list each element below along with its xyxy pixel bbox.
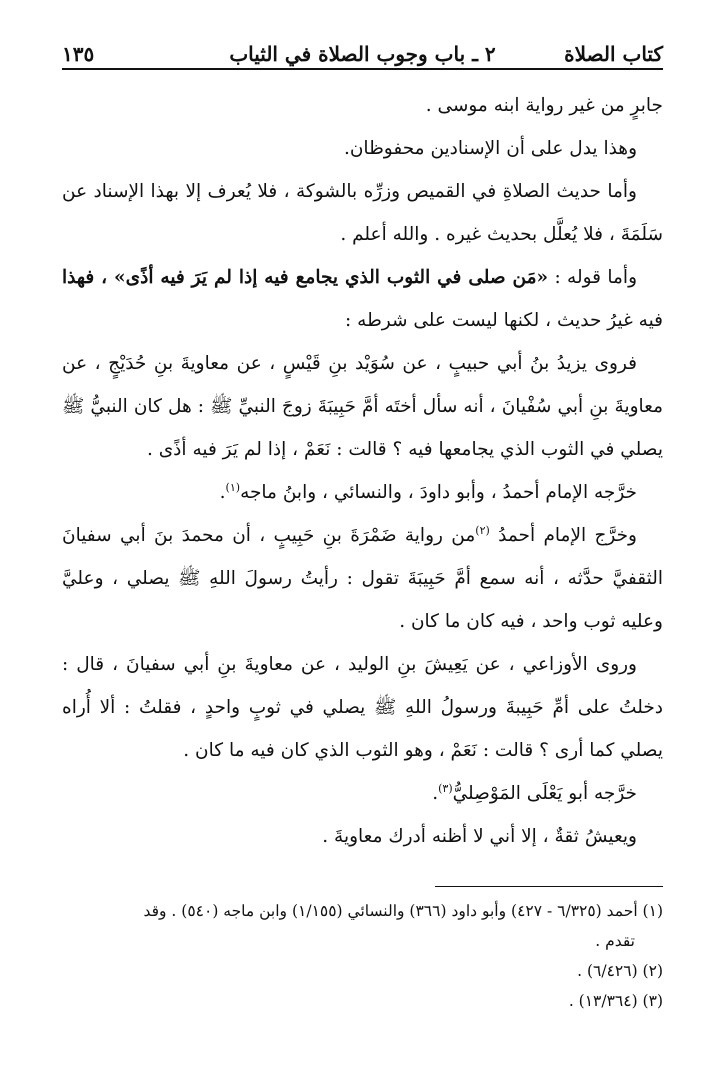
- footnote-ref[interactable]: (٢): [475, 523, 490, 537]
- paragraph-text: خرَّجه أبو يَعْلَى المَوْصِليُّ: [452, 783, 637, 804]
- footnote-1: (١) أحمد (٦/٣٢٥ - ٤٢٧) وأبو داود (٣٦٦) والنسائي (١/١٥٥) وابن ماجه (٥٤٠) . وقد: [143, 902, 663, 920]
- paragraph: جابرٍ من غير رواية ابنه موسى .: [425, 95, 663, 116]
- footnote-2: (٢) (٦/٤٢٦) .: [577, 962, 663, 980]
- paragraph: فروى يزيدُ بنُ أبي حبيبٍ ، عن سُوَيْد بنِ قَيْسٍ ، عن معاويةَ بنِ حُدَيْجٍ ، عن معاويةَ بنِ أبي سُفْيانَ ، أنه سأل أختَه أمَّ حَبِيبَةَ زوجَ النبيِّ ﷺ : هل كان النبيُّ ﷺ يصلي في الثوب الذي يجامعها فيه ؟ قالت : نَعَمْ ، إذا لم يَرَ فيه أذًى .: [62, 353, 663, 460]
- paragraph: [62, 256, 663, 342]
- page-header: [62, 34, 663, 66]
- paragraph: وهذا يدل على أن الإسنادين محفوظان.: [343, 138, 637, 159]
- footnotes: [62, 896, 663, 1016]
- paragraph-text: خرَّجه الإمام أحمدُ ، وأبو داودَ ، والنسائي ، وابنُ ماجه: [240, 482, 637, 503]
- paragraph-text: من رواية ضَمْرَةَ بنِ حَبِيبٍ ، أن محمدَ بنَ أبي سفيانَ الثقفيَّ حدَّثه ، أنه سمع أمَّ حَبِيبَةَ تقول : رأيتُ رسولَ اللهِ ﷺ يصلي ، وعليَّ وعليه ثوب واحد ، فيه كان ما كان .: [62, 525, 663, 632]
- paragraph-suffix: فيه غيرُ حديث ، لكنها ليست على شرطه :: [345, 310, 663, 331]
- paragraph: [62, 772, 663, 815]
- paragraph: وأما حديث الصلاةِ في القميص وزرِّه بالشوكة ، فلا يُعرف إلا بهذا الإسناد عن سَلَمَةَ ، فلا يُعلَّل بحديث غيره . والله أعلم .: [62, 181, 663, 245]
- paragraph-end: .: [432, 783, 439, 804]
- paragraph: وروى الأوزاعي ، عن يَعِيشَ بنِ الوليد ، عن معاويةَ بنِ أبي سفيانَ ، قال : دخلتُ على أمِّ حَبِيبةَ ورسولُ اللهِ ﷺ يصلي في ثوبٍ واحدٍ ، فقلتُ : ألا أُراه يصلي كما أرى ؟ قالت : نَعَمْ ، وهو الثوب الذي كان فيه ما كان .: [62, 654, 663, 761]
- paragraph: ويعيشُ ثقةٌ ، إلا أني لا أظنه أدرك معاويةَ .: [322, 826, 637, 847]
- paragraph: [62, 514, 663, 643]
- main-text: [62, 84, 663, 858]
- book-title: كتاب الصلاة: [564, 42, 663, 66]
- paragraph-prefix: وأما قوله :: [548, 267, 637, 288]
- paragraph: [62, 471, 663, 514]
- footnote-3: (٣) (١٣/٣٦٤) .: [568, 992, 663, 1010]
- footnote-ref[interactable]: (٣): [438, 781, 453, 795]
- paragraph-text: وخرَّج الإمام أحمدُ: [489, 525, 637, 546]
- hadith-quote: «مَن صلى في الثوب الذي يجامع فيه إذا لم يَرَ فيه أذًى» ، فهذا: [62, 267, 549, 288]
- paragraph-end: .: [219, 482, 226, 503]
- header-rule: [62, 68, 663, 70]
- footnote-1-continued: تقدم .: [595, 932, 635, 950]
- chapter-title: ٢ ـ باب وجوب الصلاة في الثياب: [229, 42, 496, 66]
- footnote-ref[interactable]: (١): [225, 480, 241, 494]
- footnote-separator: [435, 886, 663, 887]
- page-number: ١٣٥: [62, 42, 95, 66]
